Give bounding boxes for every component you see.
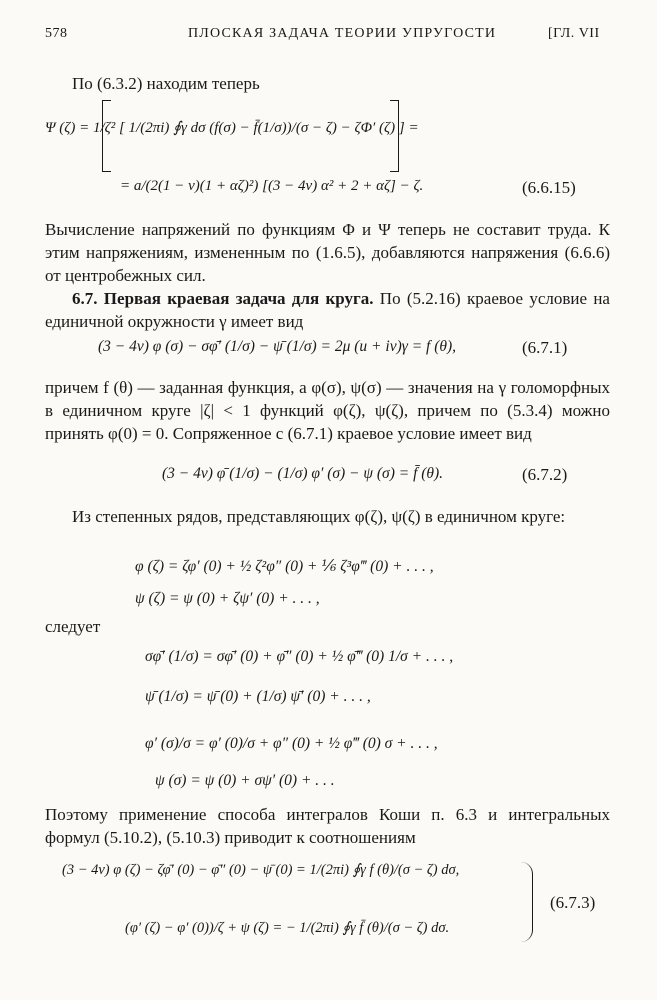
equation-number-6-6-15: (6.6.15) [522,178,576,197]
equation-6-6-15-line1: Ψ (ζ) = 1/ζ² [ 1/(2πi) ∮γ dσ (f(σ) − f̄(1/σ))/(σ − ζ) − ζΦ′ (ζ) ] = [45,120,419,136]
paragraph-cauchy: Поэтому применение способа интегралов Коши п. 6.3 и интегральных формул (5.10.2), (5.10.3) приводит к соотношениям [45,805,610,847]
chapter-label: [ГЛ. VII [548,26,600,41]
section-text: По (5.2.16) краевое условие на единичной окружности γ имеет вид [45,289,610,331]
running-title: ПЛОСКАЯ ЗАДАЧА ТЕОРИИ УПРУГОСТИ [188,26,497,41]
equation-number-6-7-1: (6.7.1) [522,338,568,357]
consequence-2: ψ̄ (1/σ) = ψ̄ (0) + (1/σ) ψ̄′ (0) + . . . , [145,688,371,705]
series-phi: φ (ζ) = ζφ′ (0) + ½ ζ²φ″ (0) + ⅙ ζ³φ‴ (0) + . . . , [135,558,434,575]
section-6-7-paragraph [45,287,610,333]
consequence-3: φ′ (σ)/σ = φ′ (0)/σ + φ″ (0) + ½ φ‴ (0) σ + . . . , [145,735,438,752]
section-heading: 6.7. Первая краевая задача для круга. [72,289,374,308]
equation-number-6-7-2: (6.7.2) [522,465,568,484]
intro-text: По (6.3.2) находим теперь [72,74,260,93]
equation-6-7-2: (3 − 4ν) φ̄ (1/σ) − (1/σ) φ′ (σ) − ψ (σ) = f̄ (θ). [162,465,444,482]
system-brace [520,862,533,942]
paragraph-stress: Вычисление напряжений по функциям Φ и Ψ теперь не составит труда. К этим напряжениям, измененным по (1.6.5), добавляются напряжения (6.6.6) от центробежных сил. [45,220,610,285]
consequence-1: σφ̄′ (1/σ) = σφ̄′ (0) + φ̄″ (0) + ½ φ̄‴ (0) 1/σ + . . . , [145,648,454,665]
page-number: 578 [45,26,68,41]
equation-number-6-7-3: (6.7.3) [550,893,596,912]
paragraph-series: Из степенных рядов, представляющих φ(ζ), ψ(ζ) в единичном круге: [72,507,566,526]
series-psi: ψ (ζ) = ψ (0) + ζψ′ (0) + . . . , [135,590,320,607]
paragraph-given: причем f (θ) — заданная функция, а φ(σ), ψ(σ) — значения на γ голоморфных в единичном круге |ζ| < 1 функций φ(ζ), ψ(ζ), причем по (5.3.4) можно принять φ(0) = 0. Сопряженное с (6.7.1) краевое условие имеет вид [45,378,610,443]
equation-6-7-3-line1: (3 − 4ν) φ (ζ) − ζφ̄′ (0) − φ̄″ (0) − ψ̄ (0) = 1/(2πi) ∮γ f (θ)/(σ − ζ) dσ, [62,862,460,878]
equation-6-7-1: (3 − 4ν) φ (σ) − σφ̄′ (1/σ) − ψ̄ (1/σ) = 2μ (u + iv)γ = f (θ), [98,338,457,355]
equation-6-7-3-line2: (φ′ (ζ) − φ′ (0))/ζ + ψ (ζ) = − 1/(2πi) ∮γ f̄ (θ)/(σ − ζ) dσ. [125,920,450,936]
follows-text: следует [45,617,101,636]
consequence-4: ψ (σ) = ψ (0) + σψ′ (0) + . . . [155,772,335,789]
equation-6-6-15-line2: = a/(2(1 − ν)(1 + αζ)²) [(3 − 4ν) α² + 2 + αζ] − ζ. [120,178,424,194]
